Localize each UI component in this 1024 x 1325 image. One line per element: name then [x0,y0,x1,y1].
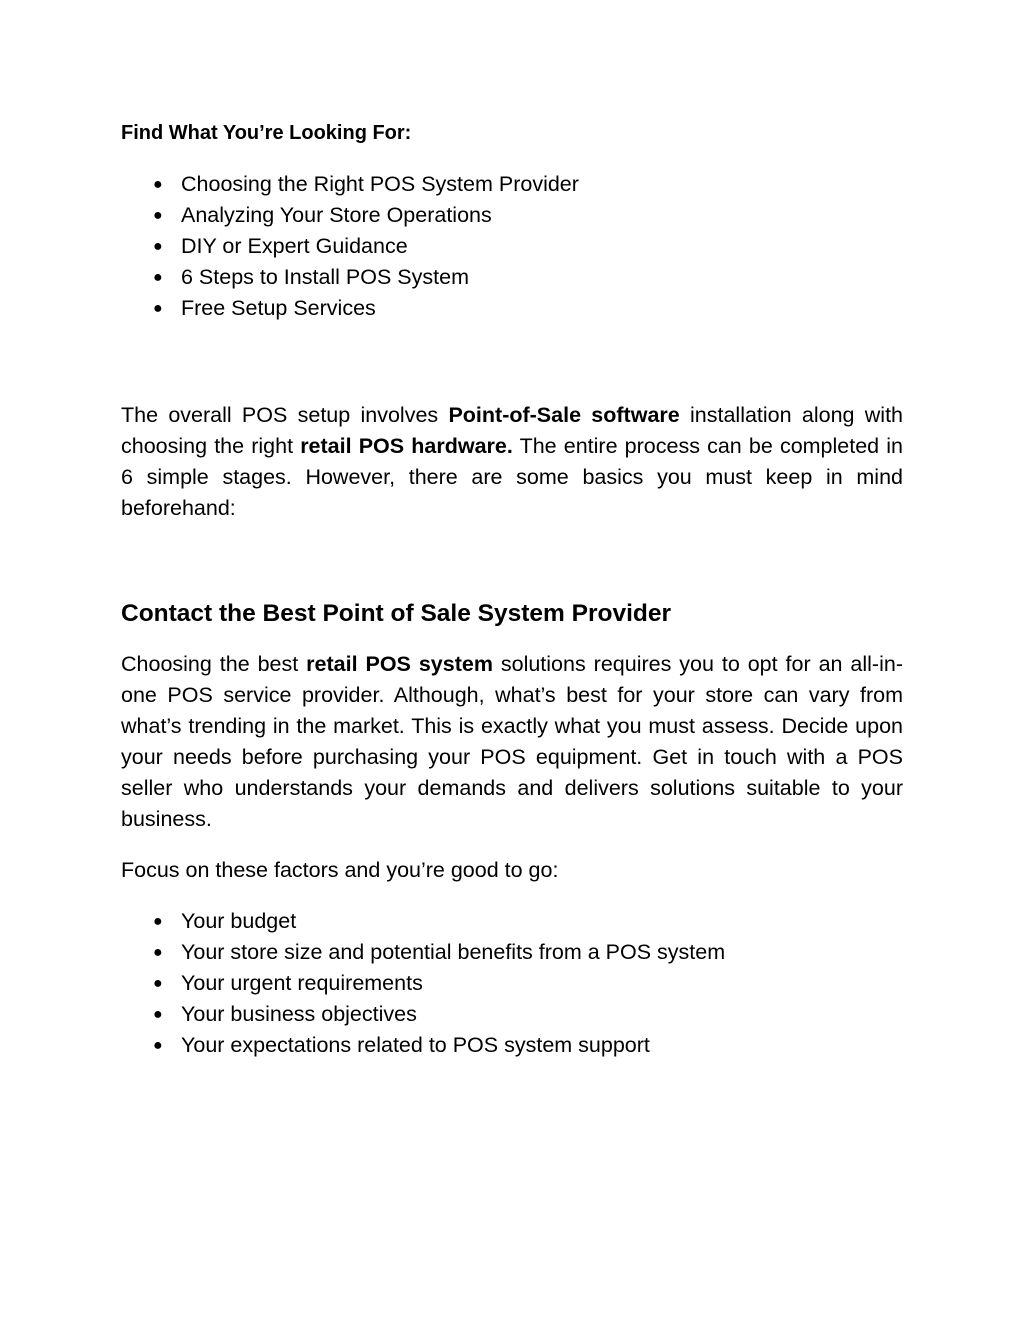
bullet-icon: ● [153,238,163,255]
factor-item [121,968,903,999]
section-bold-retail-pos: retail POS system [306,652,493,676]
factor-item-label: Your business objectives [181,1002,417,1026]
toc-item-label: Free Setup Services [181,296,376,320]
toc-item-label: Choosing the Right POS System Provider [181,172,579,196]
factor-item [121,1030,903,1061]
toc-heading: Find What You’re Looking For: [121,122,412,144]
factor-item-label: Your budget [181,909,297,933]
toc-item-label: Analyzing Your Store Operations [181,203,492,227]
intro-text-2: installation along with choosing the right [121,403,903,458]
factor-item-label: Your store size and potential benefits from a POS system [181,940,726,964]
intro-bold-hardware: retail POS hardware. [300,434,513,458]
intro-bold-software: Point-of-Sale software [448,403,680,427]
toc-item [121,231,903,262]
toc-item [121,200,903,231]
bullet-icon: ● [153,975,163,992]
factor-item-label: Your expectations related to POS system support [181,1033,650,1057]
factor-item [121,906,903,937]
toc-item [121,293,903,324]
bullet-icon: ● [153,913,163,930]
bullet-icon: ● [153,269,163,286]
factors-list [121,906,903,1061]
document-page [121,118,903,1061]
factor-item [121,937,903,968]
section-text-1: Choosing the best [121,652,307,676]
factor-item-label: Your urgent requirements [181,971,423,995]
intro-text-3: The entire process can be completed in 6 simple stages. However, there are some basics you must keep in mind beforehand: [121,434,904,520]
toc-item [121,262,903,293]
bullet-icon: ● [153,176,163,193]
factor-item [121,999,903,1030]
toc-item-label: 6 Steps to Install POS System [181,265,469,289]
section-text-2: solutions requires you to opt for an all-in-one POS service provider. Although, what’s best for your store can vary from what’s trending in the market. This is exactly what you must assess. Decide upon your needs before purchasing your POS equipment. Get in touch with a POS seller who understands your demands and delivers solutions suitable to your business. [121,652,903,831]
intro-paragraph [121,400,903,524]
toc-list [121,169,903,324]
intro-text-1: The overall POS setup involves [121,403,449,427]
bullet-icon: ● [153,944,163,961]
section-paragraph-2: Focus on these factors and you’re good to go: [121,858,559,882]
bullet-icon: ● [153,207,163,224]
toc-item [121,169,903,200]
section-heading: Contact the Best Point of Sale System Provider [121,600,672,627]
bullet-icon: ● [153,300,163,317]
toc-item-label: DIY or Expert Guidance [181,234,408,258]
bullet-icon: ● [153,1037,163,1054]
bullet-icon: ● [153,1006,163,1023]
section-paragraph-1 [121,649,903,835]
